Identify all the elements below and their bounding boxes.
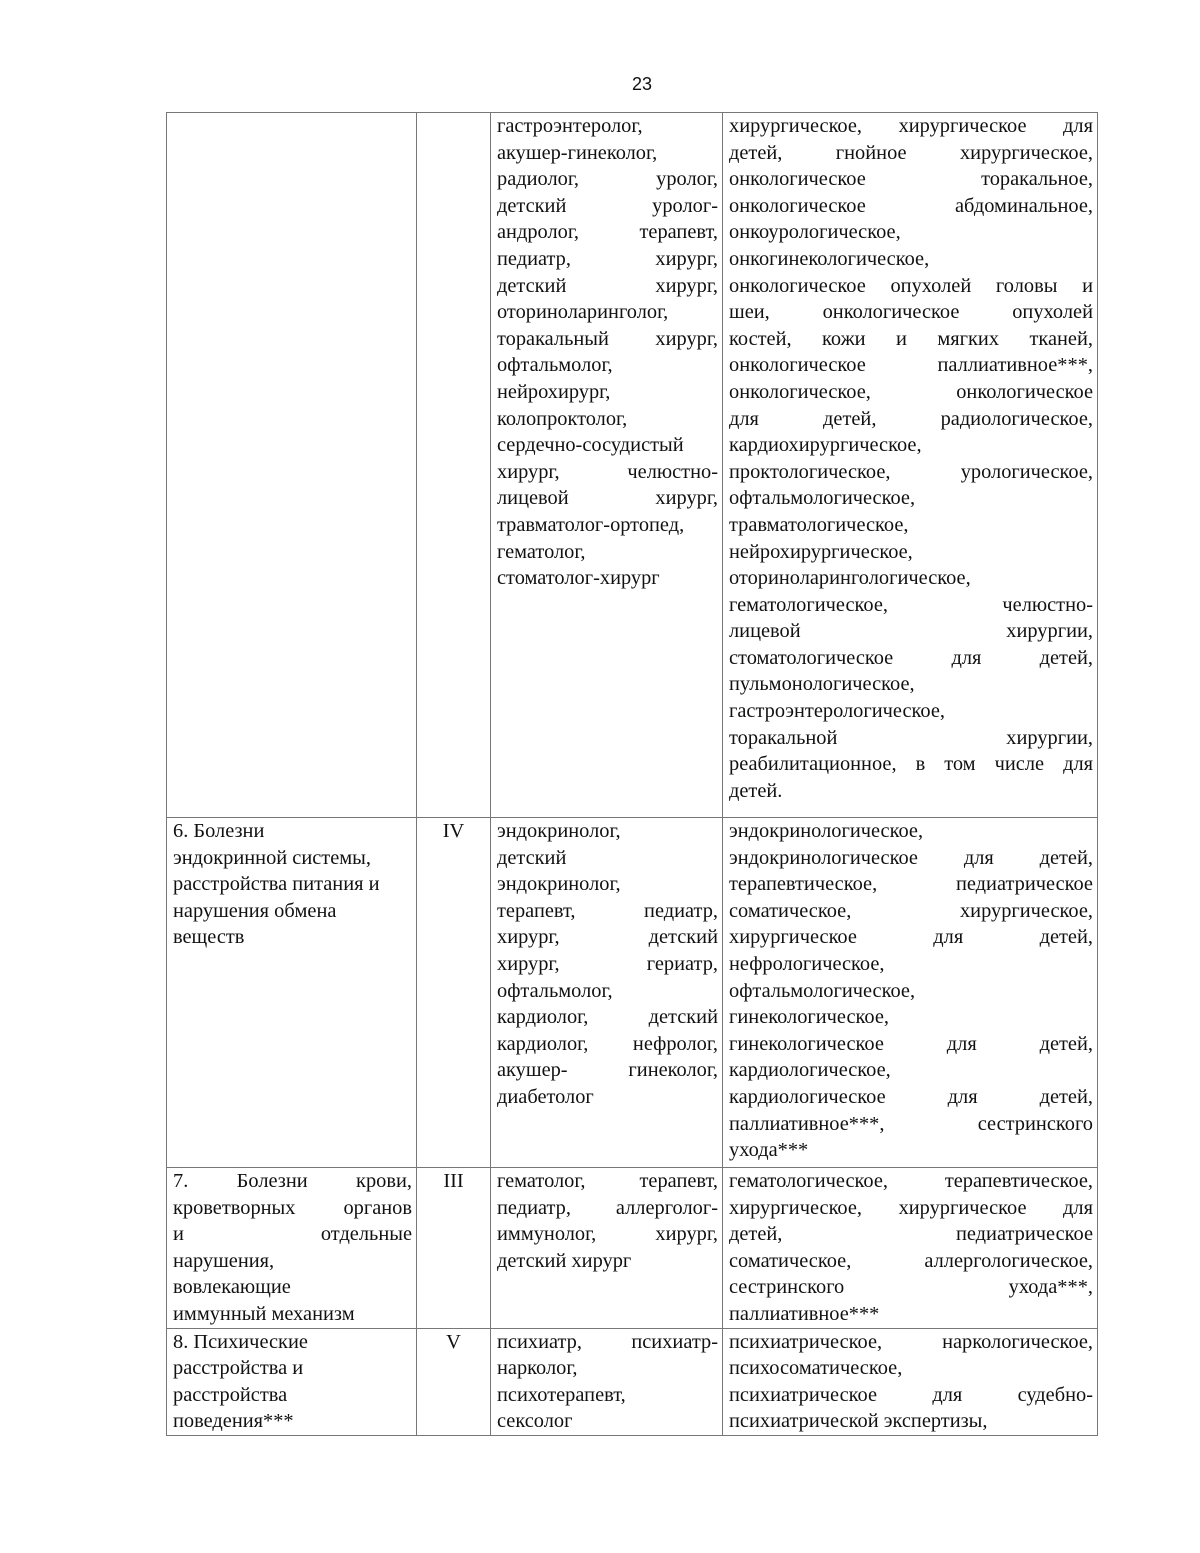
cell-line: кардиохирургическое, (729, 434, 922, 457)
cell-line: соматическое, аллергологическое, (729, 1249, 1093, 1272)
cell-line: гематолог, терапевт, (497, 1170, 718, 1192)
group-label: III (443, 1170, 464, 1192)
cell-line: детей, педиатрическое (729, 1223, 1093, 1246)
cell-line: хирург, гериатр, (497, 952, 718, 975)
cell-line: онкологическое паллиативное***, (729, 354, 1093, 377)
cell-line: гематологическое, терапевтическое, (729, 1170, 1093, 1192)
cell-line: шеи, онкологическое опухолей (729, 301, 1093, 324)
cell-line: педиатр, аллерголог- (497, 1196, 718, 1219)
cell-line: оториноларингологическое, (729, 567, 971, 590)
table-row (167, 1328, 1098, 1435)
cell-line: веществ (173, 926, 245, 949)
cell-line: хирургическое, хирургическое для (729, 1196, 1093, 1219)
cell-line: психиатрическое для судебно- (729, 1383, 1093, 1406)
disease-cell (167, 1168, 417, 1329)
cell-line: офтальмолог, (497, 979, 613, 1002)
cell-line: расстройства питания и (173, 873, 380, 896)
group-label: V (446, 1330, 461, 1353)
cell-line: хирургическое для детей, (729, 926, 1093, 949)
cell-line: кардиологическое, (729, 1059, 891, 1082)
profiles-cell (723, 818, 1098, 1168)
cell-line: хирург, детский (497, 926, 718, 949)
cell-line: психиатрической экспертизы, (729, 1410, 988, 1433)
specialists-cell (491, 818, 723, 1168)
page-number: 23 (631, 74, 653, 94)
cell-line: расстройства и (173, 1357, 304, 1380)
cell-line: онкологическое, онкологическое (729, 380, 1093, 403)
cell-line: 8. Психические (173, 1330, 308, 1353)
cell-line: акушер-гинеколог, (497, 141, 658, 164)
cell-line: травматологическое, (729, 513, 909, 536)
specialty-table (166, 112, 1098, 1436)
cell-line: офтальмолог, (497, 354, 613, 377)
cell-line: эндокринологическое для детей, (729, 846, 1093, 869)
cell-line: гинекологическое для детей, (729, 1032, 1093, 1055)
cell-line: детский хирург (497, 1249, 632, 1272)
cell-line: психиатр, психиатр- (497, 1330, 718, 1353)
cell-line: хирургическое, хирургическое для (729, 115, 1093, 137)
profiles-cell (723, 1328, 1098, 1435)
cell-line: паллиативное*** (729, 1302, 880, 1325)
cell-line: нефрологическое, (729, 952, 885, 975)
cell-line: гастроэнтерологическое, (729, 700, 945, 723)
table-row (167, 1168, 1098, 1329)
cell-line: сестринского ухода***, (729, 1276, 1093, 1299)
cell-line: андролог, терапевт, (497, 221, 718, 244)
profiles-cell (723, 113, 1098, 818)
cell-line: расстройства (173, 1383, 288, 1406)
group-cell (417, 818, 491, 1168)
disease-cell (167, 1328, 417, 1435)
cell-line: кроветворных органов (173, 1196, 412, 1219)
table-body (167, 113, 1098, 1436)
table-row (167, 113, 1098, 818)
cell-line: нарушения обмена (173, 899, 337, 922)
specialists-cell (491, 1328, 723, 1435)
disease-cell (167, 113, 417, 818)
cell-line: эндокринолог, (497, 820, 621, 842)
cell-line: 7. Болезни крови, (173, 1170, 412, 1192)
cell-line: лицевой хирург, (497, 487, 718, 510)
cell-line: офтальмологическое, (729, 487, 916, 510)
group-cell (417, 1328, 491, 1435)
cell-line: гематолог, (497, 540, 586, 563)
cell-line: иммунный механизм (173, 1302, 355, 1325)
cell-line: диабетолог (497, 1085, 594, 1108)
cell-line: психотерапевт, (497, 1383, 626, 1406)
cell-line: гинекологическое, (729, 1006, 890, 1029)
cell-line: нарколог, (497, 1357, 578, 1380)
specialists-cell (491, 113, 723, 818)
cell-line: проктологическое, урологическое, (729, 460, 1093, 483)
cell-line: терапевт, педиатр, (497, 899, 718, 922)
cell-line: педиатр, хирург, (497, 247, 718, 270)
cell-line: иммунолог, хирург, (497, 1223, 718, 1246)
specialists-cell (491, 1168, 723, 1329)
cell-line: хирург, челюстно- (497, 460, 718, 483)
cell-line: детский уролог- (497, 194, 718, 217)
cell-line: терапевтическое, педиатрическое (729, 873, 1093, 896)
table-row (167, 818, 1098, 1168)
cell-line: психиатрическое, наркологическое, (729, 1330, 1093, 1353)
cell-line: онкогинекологическое, (729, 247, 930, 270)
cell-line: нарушения, (173, 1249, 275, 1272)
group-label: IV (442, 820, 465, 842)
cell-line: детский хирург, (497, 274, 718, 297)
cell-line: акушер- гинеколог, (497, 1059, 718, 1082)
cell-line: радиолог, уролог, (497, 168, 718, 191)
cell-line: кардиолог, детский (497, 1006, 718, 1029)
cell-line: костей, кожи и мягких тканей, (729, 327, 1093, 350)
cell-line: травматолог-ортопед, (497, 513, 685, 536)
profiles-cell (723, 1168, 1098, 1329)
cell-line: оториноларинголог, (497, 301, 669, 324)
cell-line: эндокринной системы, (173, 846, 371, 869)
cell-line: онкологическое опухолей головы и (729, 274, 1093, 297)
cell-line: паллиативное***, сестринского (729, 1112, 1093, 1135)
cell-line: детей, гнойное хирургическое, (729, 141, 1093, 164)
cell-line: для детей, радиологическое, (729, 407, 1093, 430)
cell-line: гематологическое, челюстно- (729, 593, 1093, 616)
cell-line: онкологическое торакальное, (729, 168, 1093, 191)
cell-line: колопроктолог, (497, 407, 628, 430)
cell-line: торакальный хирург, (497, 327, 718, 350)
cell-line: поведения*** (173, 1410, 294, 1433)
cell-line: сердечно-сосудистый (497, 434, 684, 457)
group-cell (417, 113, 491, 818)
cell-line: офтальмологическое, (729, 979, 916, 1002)
cell-line: кардиологическое для детей, (729, 1085, 1093, 1108)
group-cell (417, 1168, 491, 1329)
cell-line: психосоматическое, (729, 1357, 903, 1380)
cell-line: и отдельные (173, 1223, 412, 1246)
cell-line: кардиолог, нефролог, (497, 1032, 718, 1055)
cell-line: соматическое, хирургическое, (729, 899, 1093, 922)
cell-line: пульмонологическое, (729, 673, 915, 696)
cell-line: эндокринолог, (497, 873, 621, 896)
cell-line: стоматологическое для детей, (729, 646, 1093, 669)
cell-line: эндокринологическое, (729, 820, 924, 842)
cell-line: сексолог (497, 1410, 573, 1433)
cell-line: торакальной хирургии, (729, 726, 1093, 749)
cell-line: вовлекающие (173, 1276, 291, 1299)
cell-line: стоматолог-хирург (497, 567, 660, 590)
cell-line: лицевой хирургии, (729, 620, 1093, 643)
cell-line: гастроэнтеролог, (497, 115, 643, 137)
cell-line: онкологическое абдоминальное, (729, 194, 1093, 217)
cell-line: 6. Болезни (173, 820, 265, 842)
cell-line: детский (497, 846, 567, 869)
cell-line: детей. (729, 779, 783, 802)
cell-line: онкоурологическое, (729, 221, 901, 244)
cell-line: ухода*** (729, 1139, 809, 1162)
cell-line: нейрохирургическое, (729, 540, 913, 563)
cell-line: реабилитационное, в том числе для (729, 753, 1093, 776)
disease-cell (167, 818, 417, 1168)
cell-line: нейрохирург, (497, 380, 611, 403)
